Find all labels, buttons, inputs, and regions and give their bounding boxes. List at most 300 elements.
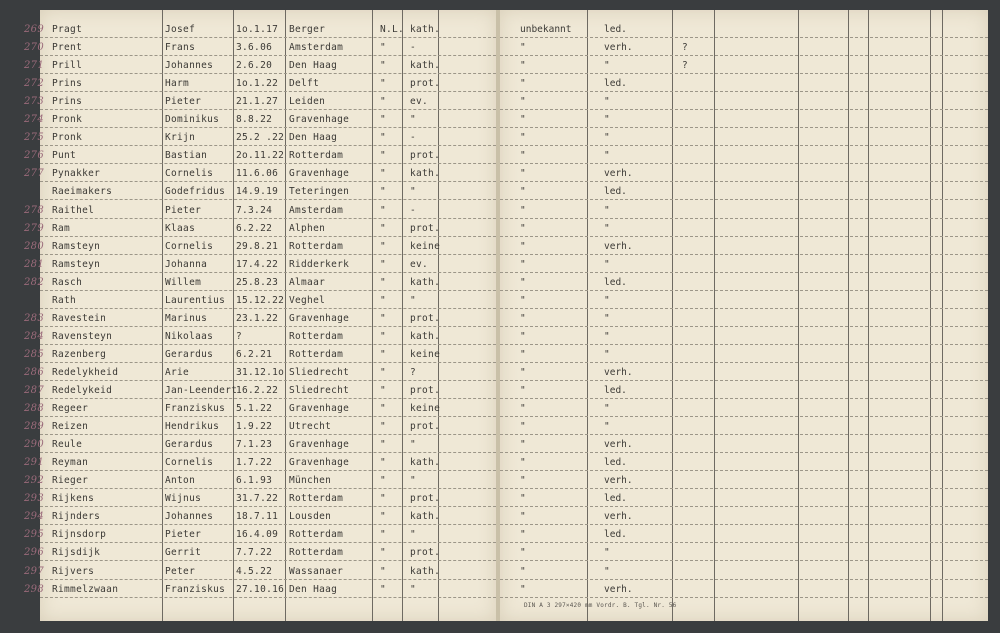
surname: Ramsteyn <box>52 240 101 252</box>
occupation: " <box>520 547 526 559</box>
given-name: Johannes <box>165 511 214 523</box>
birth-date: 25.2 .22 <box>236 132 285 144</box>
marital-status: " <box>604 403 610 415</box>
occupation: " <box>520 276 526 288</box>
right-page <box>500 10 988 621</box>
occupation: " <box>520 475 526 487</box>
table-row <box>500 168 988 184</box>
surname: Pronk <box>52 114 83 126</box>
birth-date: 25.8.23 <box>236 276 279 288</box>
birth-place: Gravenhage <box>289 439 350 451</box>
birth-date: 4.5.22 <box>236 565 273 577</box>
given-name: Johannes <box>165 60 214 72</box>
table-row <box>500 205 988 221</box>
marital-status: verh. <box>604 511 633 523</box>
given-name: Pieter <box>165 204 202 216</box>
table-row <box>24 529 496 545</box>
birth-place: Den Haag <box>289 583 338 595</box>
surname: Reyman <box>52 457 89 469</box>
occupation: " <box>520 96 526 108</box>
occupation: " <box>520 366 526 378</box>
table-row <box>500 60 988 76</box>
nationality: " <box>380 457 387 469</box>
birth-date: 14.9.19 <box>236 186 279 198</box>
given-name: Bastian <box>165 150 208 162</box>
occupation: " <box>520 421 526 433</box>
table-row <box>24 457 496 473</box>
nationality: " <box>380 60 387 72</box>
occupation: " <box>520 294 526 306</box>
nationality: " <box>380 204 387 216</box>
table-row <box>500 385 988 401</box>
occupation: " <box>520 168 526 180</box>
entry-number: 273 <box>24 96 44 108</box>
given-name: Arie <box>165 366 190 378</box>
given-name: Gerardus <box>165 439 214 451</box>
given-name: Gerrit <box>165 547 202 559</box>
occupation: " <box>520 114 526 126</box>
nationality: " <box>380 547 387 559</box>
birth-place: Rotterdam <box>289 529 344 541</box>
religion: " <box>410 529 417 541</box>
table-row <box>500 566 988 582</box>
birth-place: Rotterdam <box>289 348 344 360</box>
given-name: Wijnus <box>165 493 202 505</box>
table-row <box>24 114 496 130</box>
religion: keine <box>410 240 441 252</box>
table-row <box>24 385 496 401</box>
birth-date: 31.12.1o <box>236 366 285 378</box>
nationality: " <box>380 258 387 270</box>
marital-status: " <box>604 132 610 144</box>
religion: - <box>410 204 417 216</box>
birth-place: Almaar <box>289 276 326 288</box>
table-row <box>500 223 988 239</box>
table-row <box>24 60 496 76</box>
table-row <box>500 511 988 527</box>
surname: Rasch <box>52 276 83 288</box>
occupation: " <box>520 60 526 72</box>
occupation: " <box>520 439 526 451</box>
table-row <box>24 511 496 527</box>
table-row <box>500 475 988 491</box>
nationality: " <box>380 439 387 451</box>
religion: " <box>410 439 417 451</box>
birth-date: 16.4.09 <box>236 529 279 541</box>
table-row <box>24 475 496 491</box>
marital-status: " <box>604 114 610 126</box>
surname: Razenberg <box>52 348 107 360</box>
table-row <box>24 132 496 148</box>
table-row <box>24 493 496 509</box>
occupation: unbekannt <box>520 24 572 35</box>
marital-status: " <box>604 547 610 559</box>
surname: Rimmelzwaan <box>52 583 119 595</box>
table-row <box>24 24 496 40</box>
birth-date: 11.6.06 <box>236 168 279 180</box>
birth-date: 27.10.16 <box>236 583 285 595</box>
marital-status: led. <box>604 385 627 396</box>
table-row <box>500 439 988 455</box>
table-row <box>24 204 496 221</box>
entry-number: 279 <box>24 222 44 234</box>
nationality: " <box>380 132 387 144</box>
surname: Ravestein <box>52 312 107 324</box>
table-row <box>40 295 496 311</box>
marital-status: " <box>604 312 610 324</box>
table-row <box>500 150 988 166</box>
birth-place: Gravenhage <box>289 168 350 180</box>
birth-place: Leiden <box>289 96 326 108</box>
marital-status: " <box>604 294 610 306</box>
birth-date: 2.6.20 <box>236 60 273 72</box>
nationality: " <box>380 114 387 126</box>
religion: ev. <box>410 258 429 270</box>
entry-number: 288 <box>24 403 44 415</box>
birth-place: Utrecht <box>289 421 332 433</box>
nationality: " <box>380 330 387 342</box>
nationality: " <box>380 475 387 487</box>
occupation: " <box>520 132 526 144</box>
marital-status: led. <box>604 24 627 35</box>
marital-status: " <box>604 348 610 360</box>
religion: ? <box>410 366 417 378</box>
religion: prot. <box>410 150 441 162</box>
table-row <box>24 366 496 383</box>
marital-status: " <box>604 150 610 162</box>
birth-place: Amsterdam <box>289 204 344 216</box>
birth-date: 17.4.22 <box>236 258 279 270</box>
given-name: Gerardus <box>165 348 214 360</box>
birth-date: 1o.1.22 <box>236 78 279 90</box>
birth-place: Amsterdam <box>289 42 344 54</box>
table-row <box>500 331 988 347</box>
surname: Pronk <box>52 132 83 144</box>
given-name: Harm <box>165 78 190 90</box>
entry-number: 296 <box>24 547 44 559</box>
birth-date: 18.7.11 <box>236 511 279 523</box>
birth-date: 29.8.21 <box>236 240 279 252</box>
entry-number: 272 <box>24 78 44 90</box>
occupation: " <box>520 42 526 54</box>
given-name: Pieter <box>165 529 202 541</box>
occupation: " <box>520 312 526 324</box>
birth-date: 1.7.22 <box>236 457 273 469</box>
surname: Rijnders <box>52 511 101 523</box>
birth-date: ? <box>236 330 243 342</box>
birth-date: 23.1.22 <box>236 312 279 324</box>
nationality: " <box>380 529 387 541</box>
birth-date: 15.12.22 <box>236 294 285 306</box>
marital-status: " <box>604 96 610 108</box>
given-name: Willem <box>165 276 202 288</box>
given-name: Krijn <box>165 132 196 144</box>
nationality: " <box>380 276 387 288</box>
table-row <box>24 258 496 275</box>
marital-status: led. <box>604 493 627 505</box>
birth-place: Rotterdam <box>289 330 344 342</box>
birth-place: Delft <box>289 78 320 90</box>
birth-date: 7.1.23 <box>236 439 273 451</box>
given-name: Hendrikus <box>165 421 220 433</box>
occupation: " <box>520 240 526 252</box>
surname: Raithel <box>52 204 95 216</box>
table-row <box>500 96 988 112</box>
marital-status: verh. <box>604 240 633 252</box>
marital-status: " <box>604 222 610 234</box>
entry-number: 278 <box>24 204 44 216</box>
surname: Rijsdijk <box>52 547 101 559</box>
occupation: " <box>520 529 526 541</box>
table-row <box>500 493 988 509</box>
entry-number: 295 <box>24 529 44 541</box>
birth-place: Veghel <box>289 294 326 306</box>
nationality: " <box>380 240 387 252</box>
marital-status: verh. <box>604 366 633 378</box>
birth-date: 7.3.24 <box>236 204 273 216</box>
nationality: " <box>380 583 387 595</box>
entry-number: 293 <box>24 493 44 505</box>
religion: prot. <box>410 493 441 505</box>
entry-number: 274 <box>24 114 44 126</box>
table-row <box>500 241 988 257</box>
entry-number: 292 <box>24 475 44 487</box>
nationality: " <box>380 222 387 234</box>
entry-number: 281 <box>24 258 44 270</box>
occupation: " <box>520 457 526 469</box>
table-row <box>500 547 988 563</box>
birth-place: München <box>289 475 332 487</box>
table-row <box>500 78 988 94</box>
surname: Pragt <box>52 24 83 35</box>
religion: kath. <box>410 330 441 342</box>
table-row <box>500 295 988 311</box>
entry-number: 271 <box>24 60 44 72</box>
table-row <box>24 565 496 582</box>
surname: Punt <box>52 150 77 162</box>
table-row <box>24 330 496 347</box>
marital-status: " <box>604 330 610 342</box>
given-name: Jan-Leendert <box>165 385 238 396</box>
nationality: " <box>380 511 387 523</box>
table-row <box>500 132 988 148</box>
table-row <box>24 547 496 563</box>
religion: prot. <box>410 385 441 396</box>
occupation: " <box>520 330 526 342</box>
entry-number: 285 <box>24 348 44 360</box>
surname: Ravensteyn <box>52 330 113 342</box>
table-row <box>500 529 988 545</box>
table-row <box>500 421 988 437</box>
entry-number: 282 <box>24 276 44 288</box>
marital-status: verh. <box>604 168 633 180</box>
table-row <box>500 114 988 130</box>
nationality: " <box>380 366 387 378</box>
nationality: " <box>380 42 387 54</box>
birth-place: Sliedrecht <box>289 385 350 396</box>
occupation: " <box>520 403 526 415</box>
marital-status: verh. <box>604 439 633 451</box>
nationality: " <box>380 403 387 415</box>
religion: - <box>410 42 417 54</box>
marital-status: " <box>604 565 610 577</box>
birth-date: 1.9.22 <box>236 421 273 433</box>
birth-place: Den Haag <box>289 132 338 144</box>
entry-number: 291 <box>24 457 44 469</box>
table-row <box>40 186 496 202</box>
occupation: " <box>520 565 526 577</box>
religion: kath. <box>410 457 441 469</box>
nationality: " <box>380 312 387 324</box>
entry-number: 283 <box>24 312 44 324</box>
entry-number: 294 <box>24 511 44 523</box>
table-row <box>24 78 496 94</box>
given-name: Franziskus <box>165 403 226 415</box>
religion: prot. <box>410 222 441 234</box>
remark: ? <box>682 60 688 72</box>
birth-date: 3.6.06 <box>236 42 273 54</box>
occupation: " <box>520 150 526 162</box>
surname: Rijnsdorp <box>52 529 107 541</box>
religion: - <box>410 132 417 144</box>
entry-number: 289 <box>24 421 44 433</box>
entry-number: 284 <box>24 330 44 342</box>
birth-place: Sliedrecht <box>289 366 350 378</box>
nationality: " <box>380 421 387 433</box>
surname: Regeer <box>52 403 89 415</box>
given-name: Josef <box>165 24 196 35</box>
birth-date: 5.1.22 <box>236 403 273 415</box>
occupation: " <box>520 583 526 595</box>
religion: kath. <box>410 60 441 72</box>
nationality: " <box>380 565 387 577</box>
surname: Pynakker <box>52 168 101 180</box>
birth-place: Rotterdam <box>289 150 344 162</box>
birth-date: 31.7.22 <box>236 493 279 505</box>
surname: Prill <box>52 60 83 72</box>
table-row <box>500 277 988 293</box>
occupation: " <box>520 493 526 505</box>
entry-number: 275 <box>24 132 44 144</box>
given-name: Cornelis <box>165 457 214 469</box>
nationality: " <box>380 493 387 505</box>
birth-place: Gravenhage <box>289 403 350 415</box>
entry-number: 270 <box>24 42 44 54</box>
table-row <box>500 313 988 329</box>
religion: kath. <box>410 24 441 35</box>
surname: Prins <box>52 78 83 90</box>
given-name: Nikolaas <box>165 330 214 342</box>
table-row <box>24 403 496 419</box>
religion: " <box>410 114 417 126</box>
given-name: Klaas <box>165 222 196 234</box>
form-footer: DIN A 3 297×420 mm Vordr. B. Tgl. Nr. 56 <box>524 602 677 609</box>
birth-place: Teteringen <box>289 186 350 198</box>
marital-status: " <box>604 258 610 270</box>
given-name: Pieter <box>165 96 202 108</box>
given-name: Peter <box>165 565 196 577</box>
given-name: Franziskus <box>165 583 226 595</box>
table-row <box>500 349 988 365</box>
occupation: " <box>520 222 526 234</box>
table-row <box>500 584 988 600</box>
given-name: Laurentius <box>165 294 226 306</box>
birth-place: Lousden <box>289 511 332 523</box>
table-row <box>500 457 988 473</box>
religion: keine <box>410 403 441 415</box>
marital-status: led. <box>604 186 627 198</box>
occupation: " <box>520 204 526 216</box>
occupation: " <box>520 186 526 198</box>
marital-status: verh. <box>604 583 633 595</box>
birth-date: 16.2.22 <box>236 385 279 396</box>
surname: Rijvers <box>52 565 95 577</box>
table-row <box>500 186 988 202</box>
given-name: Johanna <box>165 258 208 270</box>
religion: kath. <box>410 276 441 288</box>
nationality: " <box>380 78 387 90</box>
entry-number: 269 <box>24 24 44 35</box>
religion: prot. <box>410 78 441 90</box>
birth-date: 2o.11.22 <box>236 150 285 162</box>
surname: Raeimakers <box>52 186 113 198</box>
religion: prot. <box>410 547 441 559</box>
marital-status: verh. <box>604 475 633 487</box>
birth-date: 8.8.22 <box>236 114 273 126</box>
nationality: " <box>380 385 387 396</box>
table-row <box>500 403 988 419</box>
marital-status: " <box>604 421 610 433</box>
occupation: " <box>520 511 526 523</box>
birth-date: 6.1.93 <box>236 475 273 487</box>
religion: " <box>410 294 417 306</box>
marital-status: led. <box>604 457 627 469</box>
entry-number: 276 <box>24 150 44 162</box>
surname: Ram <box>52 222 71 234</box>
given-name: Dominikus <box>165 114 220 126</box>
birth-place: Rotterdam <box>289 547 344 559</box>
birth-place: Berger <box>289 24 326 35</box>
entry-number: 286 <box>24 366 44 378</box>
birth-place: Ridderkerk <box>289 258 350 270</box>
occupation: " <box>520 258 526 270</box>
marital-status: led. <box>604 529 627 541</box>
table-row <box>24 312 496 329</box>
religion: prot. <box>410 421 441 433</box>
nationality: " <box>380 348 387 360</box>
surname: Rath <box>52 294 77 306</box>
entry-number: 297 <box>24 565 44 577</box>
occupation: " <box>520 385 526 396</box>
surname: Reule <box>52 439 83 451</box>
given-name: Cornelis <box>165 240 214 252</box>
table-row <box>24 222 496 239</box>
given-name: Godefridus <box>165 186 226 198</box>
marital-status: led. <box>604 78 627 90</box>
remark: ? <box>682 42 688 54</box>
entry-number: 287 <box>24 385 44 396</box>
nationality: " <box>380 150 387 162</box>
left-page <box>24 10 496 621</box>
nationality: " <box>380 96 387 108</box>
given-name: Frans <box>165 42 196 54</box>
table-row <box>24 439 496 455</box>
surname: Redelykheid <box>52 366 119 378</box>
religion: keine <box>410 348 441 360</box>
religion: kath. <box>410 168 441 180</box>
birth-date: 1o.1.17 <box>236 24 279 35</box>
nationality: " <box>380 168 387 180</box>
